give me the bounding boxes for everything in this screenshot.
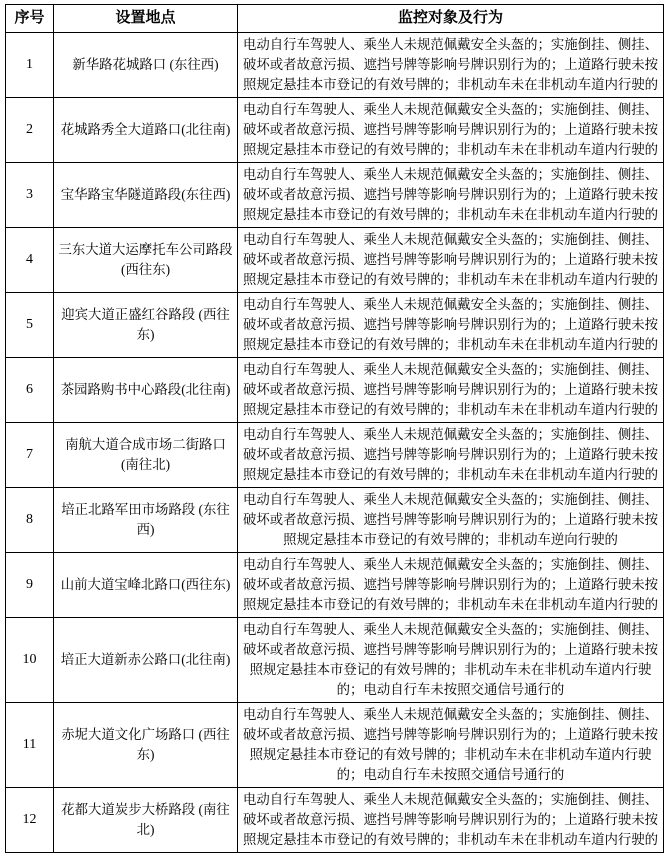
behavior-cell: 电动自行车驾驶人、乘坐人未规范佩戴安全头盔的；实施倒挂、侧挂、破坏或者故意污损、遮挡号牌等影响号牌识别行为的；上道路行驶未按照规定悬挂本市登记的有效号牌的；非机动车未在非机动车道内行驶的；电动自行车未按照交通信号通行的 [238, 703, 664, 788]
serial-number-cell: 7 [6, 423, 54, 488]
table-row [6, 703, 664, 788]
header-location: 设置地点 [54, 5, 238, 33]
location-cell: 山前大道宝峰北路口(西往东) [54, 553, 238, 618]
table-row [6, 98, 664, 163]
serial-number-cell: 10 [6, 618, 54, 703]
surveillance-locations-table [5, 4, 664, 853]
behavior-cell: 电动自行车驾驶人、乘坐人未规范佩戴安全头盔的；实施倒挂、侧挂、破坏或者故意污损、遮挡号牌等影响号牌识别行为的；上道路行驶未按照规定悬挂本市登记的有效号牌的；非机动车未在非机动车道内行驶的 [238, 33, 664, 98]
serial-number-cell: 2 [6, 98, 54, 163]
behavior-cell: 电动自行车驾驶人、乘坐人未规范佩戴安全头盔的；实施倒挂、侧挂、破坏或者故意污损、遮挡号牌等影响号牌识别行为的；上道路行驶未按照规定悬挂本市登记的有效号牌的；非机动车未在非机动车道内行驶的 [238, 228, 664, 293]
behavior-cell: 电动自行车驾驶人、乘坐人未规范佩戴安全头盔的；实施倒挂、侧挂、破坏或者故意污损、遮挡号牌等影响号牌识别行为的；上道路行驶未按照规定悬挂本市登记的有效号牌的；非机动车未在非机动车道内行驶的 [238, 788, 664, 853]
table-row [6, 358, 664, 423]
behavior-cell: 电动自行车驾驶人、乘坐人未规范佩戴安全头盔的；实施倒挂、侧挂、破坏或者故意污损、遮挡号牌等影响号牌识别行为的；上道路行驶未按照规定悬挂本市登记的有效号牌的；非机动车未在非机动车道内行驶的 [238, 163, 664, 228]
table-header-row [6, 5, 664, 33]
table-row [6, 293, 664, 358]
location-cell: 新华路花城路口 (东往西) [54, 33, 238, 98]
behavior-cell: 电动自行车驾驶人、乘坐人未规范佩戴安全头盔的；实施倒挂、侧挂、破坏或者故意污损、遮挡号牌等影响号牌识别行为的；上道路行驶未按照规定悬挂本市登记的有效号牌的；非机动车逆向行驶的 [238, 488, 664, 553]
serial-number-cell: 6 [6, 358, 54, 423]
table-row [6, 33, 664, 98]
location-cell: 迎宾大道正盛红谷路段 (西往东) [54, 293, 238, 358]
serial-number-cell: 5 [6, 293, 54, 358]
location-cell: 茶园路购书中心路段(北往南) [54, 358, 238, 423]
location-cell: 宝华路宝华隧道路段(东往西) [54, 163, 238, 228]
behavior-cell: 电动自行车驾驶人、乘坐人未规范佩戴安全头盔的；实施倒挂、侧挂、破坏或者故意污损、遮挡号牌等影响号牌识别行为的；上道路行驶未按照规定悬挂本市登记的有效号牌的；非机动车未在非机动车道内行驶的 [238, 98, 664, 163]
serial-number-cell: 4 [6, 228, 54, 293]
table-row [6, 553, 664, 618]
serial-number-cell: 11 [6, 703, 54, 788]
location-cell: 花都大道炭步大桥路段 (南往北) [54, 788, 238, 853]
serial-number-cell: 8 [6, 488, 54, 553]
table-row [6, 423, 664, 488]
location-cell: 培正大道新赤公路口(北往南) [54, 618, 238, 703]
behavior-cell: 电动自行车驾驶人、乘坐人未规范佩戴安全头盔的；实施倒挂、侧挂、破坏或者故意污损、遮挡号牌等影响号牌识别行为的；上道路行驶未按照规定悬挂本市登记的有效号牌的；非机动车未在非机动车道内行驶的；电动自行车未按照交通信号通行的 [238, 618, 664, 703]
table-row [6, 618, 664, 703]
location-cell: 南航大道合成市场二街路口 (南往北) [54, 423, 238, 488]
location-cell: 三东大道大运摩托车公司路段 (西往东) [54, 228, 238, 293]
behavior-cell: 电动自行车驾驶人、乘坐人未规范佩戴安全头盔的；实施倒挂、侧挂、破坏或者故意污损、遮挡号牌等影响号牌识别行为的；上道路行驶未按照规定悬挂本市登记的有效号牌的；非机动车未在非机动车道内行驶的 [238, 358, 664, 423]
serial-number-cell: 3 [6, 163, 54, 228]
header-monitored-behavior: 监控对象及行为 [238, 5, 664, 33]
table-row [6, 163, 664, 228]
behavior-cell: 电动自行车驾驶人、乘坐人未规范佩戴安全头盔的；实施倒挂、侧挂、破坏或者故意污损、遮挡号牌等影响号牌识别行为的；上道路行驶未按照规定悬挂本市登记的有效号牌的；非机动车未在非机动车道内行驶的 [238, 553, 664, 618]
location-cell: 花城路秀全大道路口(北往南) [54, 98, 238, 163]
behavior-cell: 电动自行车驾驶人、乘坐人未规范佩戴安全头盔的；实施倒挂、侧挂、破坏或者故意污损、遮挡号牌等影响号牌识别行为的；上道路行驶未按照规定悬挂本市登记的有效号牌的；非机动车未在非机动车道内行驶的 [238, 293, 664, 358]
serial-number-cell: 9 [6, 553, 54, 618]
table-row [6, 788, 664, 853]
location-cell: 赤坭大道文化广场路口 (西往东) [54, 703, 238, 788]
header-serial-number: 序号 [6, 5, 54, 33]
table-row [6, 488, 664, 553]
serial-number-cell: 12 [6, 788, 54, 853]
table-row [6, 228, 664, 293]
location-cell: 培正北路军田市场路段 (东往西) [54, 488, 238, 553]
behavior-cell: 电动自行车驾驶人、乘坐人未规范佩戴安全头盔的；实施倒挂、侧挂、破坏或者故意污损、遮挡号牌等影响号牌识别行为的；上道路行驶未按照规定悬挂本市登记的有效号牌的；非机动车未在非机动车道内行驶的 [238, 423, 664, 488]
serial-number-cell: 1 [6, 33, 54, 98]
